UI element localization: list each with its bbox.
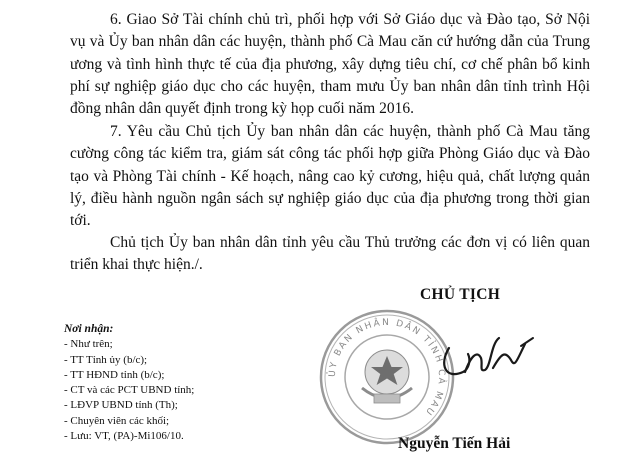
paragraph-6 [70,9,590,120]
recipient-item: - TT Tỉnh ủy (b/c); [64,353,148,366]
recipient-item: - Như trên; [64,338,113,351]
recipients-block [64,322,194,444]
recipient-item: - LĐVP UBND tỉnh (Th); [64,399,178,412]
signer-title: CHỦ TỊCH [420,286,501,303]
recipient-item: - Chuyên viên các khối; [64,414,170,427]
paragraph-closing [70,232,590,277]
paragraph-6-text: 6. Giao Sở Tài chính chủ trì, phối hợp với Sở Giáo dục và Đào tạo, Sở Nội vụ và Ủy ban nhân dân các huyện, thành phố Cà Mau căn cứ hướng dẫn của Trung ương và tình hình thực tế của địa phương, xây dựng tiêu chí, cơ chế phân bổ kinh phí sự nghiệp giáo dục cho các huyện, tham mưu Ủy ban nhân dân tỉnh trình Hội đồng nhân dân quyết định trong kỳ họp cuối năm 2016. [70,11,590,118]
recipient-item: - TT HĐND tỉnh (b/c); [64,368,165,381]
paragraph-7 [70,121,590,232]
national-emblem [362,350,412,403]
recipient-item: - CT và các PCT UBND tỉnh; [64,384,195,397]
signer-name: Nguyễn Tiến Hải [398,435,511,452]
handwritten-signature [435,320,540,390]
paragraph-closing-text: Chủ tịch Ủy ban nhân dân tỉnh yêu cầu Thủ trưởng các đơn vị có liên quan triển khai thực hiện./. [70,234,590,274]
recipients-label: Nơi nhận: [64,323,114,335]
seal-text: ỦY BAN NHÂN DÂN TỈNH CÀ MAU [327,317,447,418]
paragraph-7-text: 7. Yêu cầu Chủ tịch Ủy ban nhân dân các huyện, thành phố Cà Mau tăng cường công tác kiểm tra, giám sát công tác phối hợp giữa Phòng Giáo dục và Đào tạo và Phòng Tài chính - Kế hoạch, nâng cao kỷ cương, hiệu quả, chất lượng quản lý, điều hành nguồn ngân sách sự nghiệp giáo dục của địa phương trong thời gian tới. [70,123,590,230]
recipient-item: - Lưu: VT, (PA)-Mi106/10. [64,430,184,443]
